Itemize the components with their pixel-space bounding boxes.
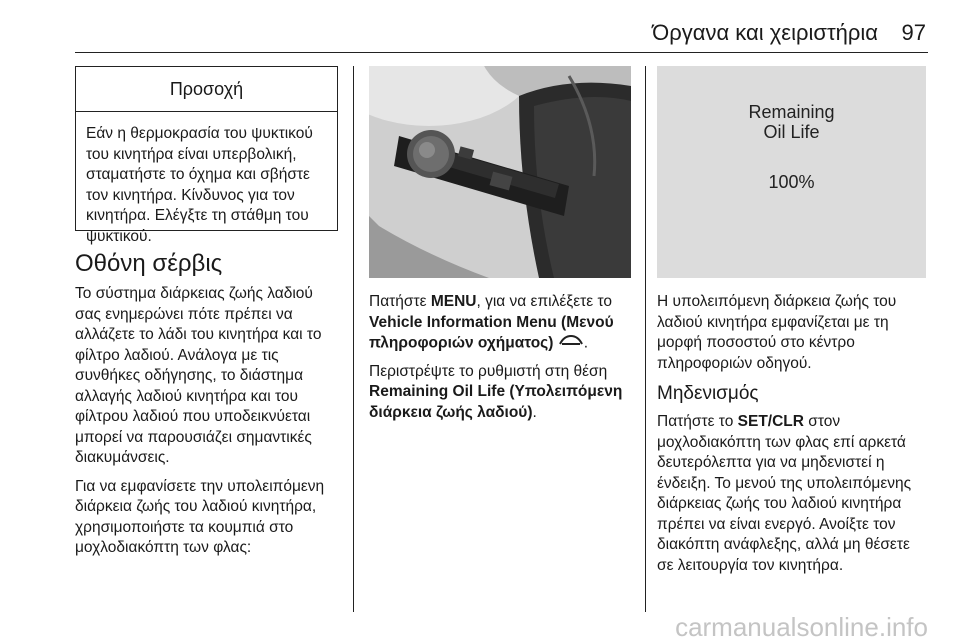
paragraph-rotate-adjuster: Περιστρέψτε το ρυθμιστή στη θέση Remaining Oil Life (Υπολειπόμενη διάρκεια ζωής λαδιού). (369, 362, 623, 421)
section-heading-reset: Μηδενισμός (657, 383, 759, 404)
paragraph-oil-life-shown: Η υπολειπόμενη διάρκεια ζωής του λαδιού κινητήρα εμφανίζεται με τη μορφή ποσοστού στο κέντρο πληροφοριών οδηγού. (657, 293, 897, 372)
column-divider-1 (353, 66, 354, 612)
display-line-oil-life: Oil Life (763, 122, 820, 142)
middle-column (369, 292, 639, 431)
vehicle-info-menu-label: Vehicle Information Menu (Μενού πληροφοριών οχήματος) (369, 313, 614, 352)
right-column (657, 292, 929, 584)
paragraph-press-menu: Πατήστε MENU, για να επιλέξετε το Vehicle Information Menu (Μενού πληροφοριών οχήματος) . (369, 292, 639, 354)
display-line-remaining: Remaining (748, 102, 835, 122)
display-oil-life-value: 100% (768, 172, 815, 192)
menu-button-label: MENU (430, 293, 477, 310)
section-heading-service-display: Οθόνη σέρβις (75, 250, 223, 277)
driver-info-display (657, 66, 926, 278)
caution-box (75, 66, 338, 245)
turn-signal-lever-photo (369, 66, 631, 278)
paragraph-reset-instructions: Πατήστε το SET/CLR στον μοχλοδιακόπτη των φλας επί αρκετά δευτερόλεπτα για να μηδενιστεί η ένδειξη. Το μενού της υπολειπόμενης διάρκειας ζωής του λαδιού κινητήρα πρέπει να είναι ενεργό. Ανοίξτε τον διακόπτη ανάφλεξης, αλλά μη θέσετε σε λειτουργία τον κινητήρα. (657, 413, 912, 574)
paragraph-display-instructions: Για να εμφανίσετε την υπολειπόμενη διάρκεια ζωής του λαδιού κινητήρα, χρησιμοποιήστε τα κουμπιά στο μοχλοδιακόπτη των φλας: (75, 477, 325, 556)
vehicle-menu-icon (558, 333, 584, 354)
caution-title: Προσοχή (76, 67, 337, 112)
set-clr-button-label: SET/CLR (737, 413, 804, 430)
remaining-oil-life-label: Remaining Oil Life (Υπολειπόμενη διάρκεια ζωής λαδιού) (369, 383, 623, 421)
left-column (75, 250, 343, 567)
header-rule (75, 52, 928, 53)
page-number: 97 (901, 20, 926, 45)
header-title: Όργανα και χειριστήρια (652, 20, 878, 45)
paragraph-oil-life-system: Το σύστημα διάρκειας ζωής λαδιού σας ενημερώνει πότε πρέπει να αλλάζετε το λάδι του κινητήρα και το φίλτρο λαδιού. Ανάλογα με τις συνθήκες οδήγησης, το διάστημα αλλαγής λαδιού κινητήρα και του φίλτρου λαδιού που υποδεικνύεται μπορεί να παρουσιάζει σημαντικές διακυμάνσεις. (75, 285, 322, 466)
caution-text: Εάν η θερμοκρασία του ψυκτικού του κινητήρα είναι υπερβολική, σταματήστε το όχημα και σβήστε τον κινητήρα. Κίνδυνος για τον κινητήρα. Ελέγξτε τη στάθμη του ψυκτικού. (86, 125, 313, 245)
column-divider-2 (645, 66, 646, 612)
watermark: carmanualsonline.info (675, 612, 928, 642)
lever-illustration (369, 66, 631, 278)
